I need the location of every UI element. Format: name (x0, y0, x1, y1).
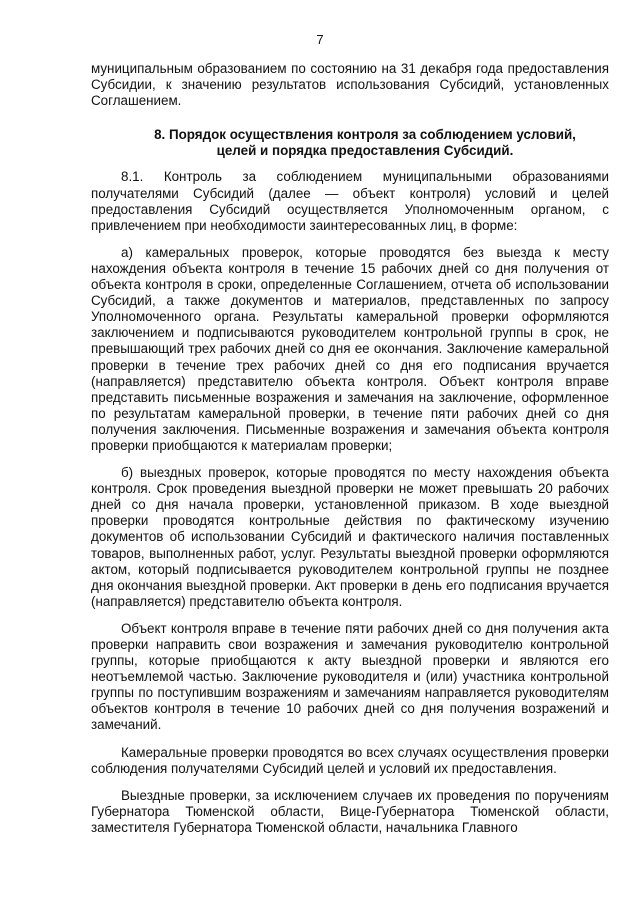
section-heading-line2: целей и порядка предоставления Субсидий. (216, 143, 514, 159)
section-heading (91, 127, 609, 159)
document-body (91, 61, 609, 847)
intro-paragraph: муниципальным образованием по состоянию на 31 декабря года предоставления Субсидии, к значению результатов использования Субсидий, установленных Соглашением. (91, 61, 609, 109)
paragraph-field-audit-exceptions: Выездные проверки, за исключением случаев их проведения по поручениям Губернатора Тюменской области, Вице-Губернатора Тюменской области, заместителя Губернатора Тюменской области, начальника Главного (91, 787, 609, 835)
paragraph-a-desk-audits: а) камеральных проверок, которые проводятся без выезда к месту нахождения объекта контроля в течение 15 рабочих дней со дня получения от объекта контроля в сроки, определенные Соглашением, отчета об использовании Субсидий, а также документов и материалов, представленных по запросу Уполномоченного органа. Результаты камеральной проверки оформляются заключением и подписываются руководителем контрольной группы в срок, не превышающий трех рабочих дней со дня ее окончания. Заключение камеральной проверки в течение трех рабочих дней со дня его подписания вручается (направляется) представителю объекта контроля. Объект контроля вправе представить письменные возражения и замечания на заключение, оформленное по результатам камеральной проверки, в течение пяти рабочих дней со дня получения заключения. Письменные возражения и замечания объекта контроля проверки приобщаются к материалам проверки; (91, 244, 609, 453)
paragraph-objections: Объект контроля вправе в течение пяти рабочих дней со дня получения акта проверки направить свои возражения и замечания руководителю контрольной группы, которые приобщаются к акту выездной проверки и являются его неотъемлемой частью. Заключение руководителя и (или) участника контрольной группы по поступившим возражениям и замечаниям направляется руководителям объектов контроля в течение 10 рабочих дней со дня получения возражений и замечаний. (91, 620, 609, 733)
paragraph-b-field-audits: б) выездных проверок, которые проводятся по месту нахождения объекта контроля. Срок проведения выездной проверки не может превышать 20 рабочих дней со дня начала проверки, установленной приказом. В ходе выездной проверки проводятся контрольные действия по фактическому изучению документов об использовании Субсидий и фактического наличия поставленных товаров, выполненных работ, услуг. Результаты выездной проверки оформляются актом, который подписывается руководителем контрольной группы не позднее дня окончания выездной проверки. Акт проверки в день его подписания вручается (направляется) представителю объекта контроля. (91, 465, 609, 609)
paragraph-desk-audit-scope: Камеральные проверки проводятся во всех случаях осуществления проверки соблюдения получателями Субсидий целей и условий их предоставления. (91, 744, 609, 776)
page-number: 7 (316, 32, 324, 47)
section-heading-line1: 8. Порядок осуществления контроля за соблюдением условий, (154, 127, 576, 143)
paragraph-8-1: 8.1. Контроль за соблюдением муниципальными образованиями получателями Субсидий (далее — объект контроля) условий и целей предоставления Субсидий осуществляется Уполномоченным органом, с привлечением при необходимости заинтересованных лиц, в форме: (91, 169, 609, 233)
